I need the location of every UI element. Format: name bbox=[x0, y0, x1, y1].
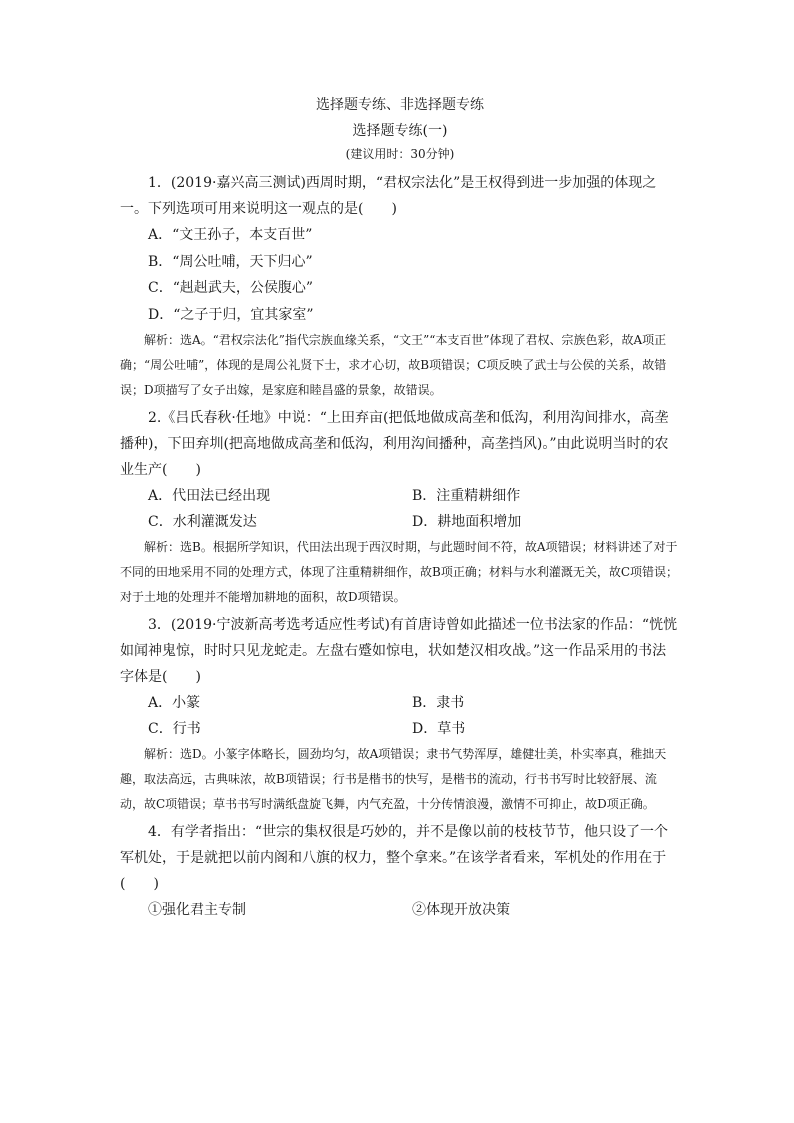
question-2-analysis: 解析：选B。根据所学知识，代田法出现于西汉时期，与此题时间不符，故A项错误；材料讲述了对于不同的田地采用不同的处理方式，体现了注重精耕细作，故B项正确；材料与水利灌溉无关，故C项错误；对于土地的处理并不能增加耕地的面积，故D项错误。 bbox=[120, 540, 679, 604]
question-2-option-b: B．注重精耕细作 bbox=[412, 488, 521, 504]
document-content bbox=[120, 96, 680, 923]
question-4-option-1: ①强化君主专制 bbox=[148, 902, 246, 918]
question-3-option-d: D．草书 bbox=[412, 721, 466, 737]
question-1-option-d: D．“之子于归，宜其家室” bbox=[148, 306, 314, 323]
time-note: (建议用时：30分钟) bbox=[345, 147, 455, 161]
question-2-option-a: A．代田法已经出现 bbox=[148, 488, 271, 504]
question-3-options-row-1 bbox=[120, 690, 680, 716]
question-1-option-a: A．“文王孙子，本支百世” bbox=[148, 227, 313, 243]
question-1-option-b: B．“周公吐哺，天下归心” bbox=[148, 253, 313, 270]
question-1-analysis: 解析：选A。“君权宗法化”指代宗族血缘关系，“文王”“本支百世”体现了君权、宗族色彩，故A项正确；“周公吐哺”，体现的是周公礼贤下士，求才心切，故B项错误；C项反映了武士与公侯的关系，故错误；D项描写了女子出嫁，是家庭和睦昌盛的景象，故错误。 bbox=[120, 333, 667, 397]
question-2-stem: 2.《吕氏春秋·任地》中说：“上田弃亩(把低地做成高垄和低沟，利用沟间排水，高垄播种)，下田弃圳(把高地做成高垄和低沟，利用沟间播种，高垄挡风)。”由此说明当时的农业生产( ) bbox=[120, 410, 669, 478]
question-4-stem: 4．有学者指出：“世宗的集权很是巧妙的，并不是像以前的枝枝节节，他只设了一个军机处，于是就把以前内阁和八旗的权力，整个拿来。”在该学者看来，军机处的作用在于( ) bbox=[120, 824, 669, 892]
question-2-option-d: D．耕地面积增加 bbox=[412, 514, 522, 530]
question-2-options-row-2 bbox=[120, 509, 680, 535]
question-3-stem: 3．(2019·宁波新高考选考适应性考试)有首唐诗曾如此描述一位书法家的作品：“恍恍如闻神鬼惊，时时只见龙蛇走。左盘右蹙如惊电，状如楚汉相攻战。”这一作品采用的书法字体是( ) bbox=[120, 617, 678, 685]
question-2-option-c: C．水利灌溉发达 bbox=[148, 514, 257, 530]
question-1-option-c: C．“赳赳武夫，公侯腹心” bbox=[148, 280, 314, 296]
section-title: 选择题专练(一) bbox=[352, 123, 448, 139]
question-3-option-a: A．小篆 bbox=[148, 695, 201, 711]
question-3-options-row-2 bbox=[120, 716, 680, 742]
question-4-options-row-1 bbox=[120, 897, 680, 923]
question-3-analysis: 解析：选D。小篆字体略长，圆劲均匀，故A项错误；隶书气势浑厚，雄健壮美，朴实率真，稚拙天趣，取法高远，古典味浓，故B项错误；行书是楷书的快写，是楷书的流动，行书书写时比较舒展、流动，故C项错误；草书书写时满纸盘旋飞舞，内气充盈，十分传情浪漫，激情不可抑止，故D项正确。 bbox=[120, 747, 667, 811]
question-4-option-2: ②体现开放决策 bbox=[412, 902, 510, 918]
question-2-options-row-1 bbox=[120, 483, 680, 509]
question-1-stem: 1．(2019·嘉兴高三测试)西周时期，“君权宗法化”是王权得到进一步加强的体现之一。下列选项可用来说明这一观点的是( ) bbox=[120, 175, 657, 217]
page-title: 选择题专练、非选择题专练 bbox=[316, 97, 484, 113]
question-3-option-c: C．行书 bbox=[148, 721, 201, 737]
question-3-option-b: B．隶书 bbox=[412, 695, 465, 711]
